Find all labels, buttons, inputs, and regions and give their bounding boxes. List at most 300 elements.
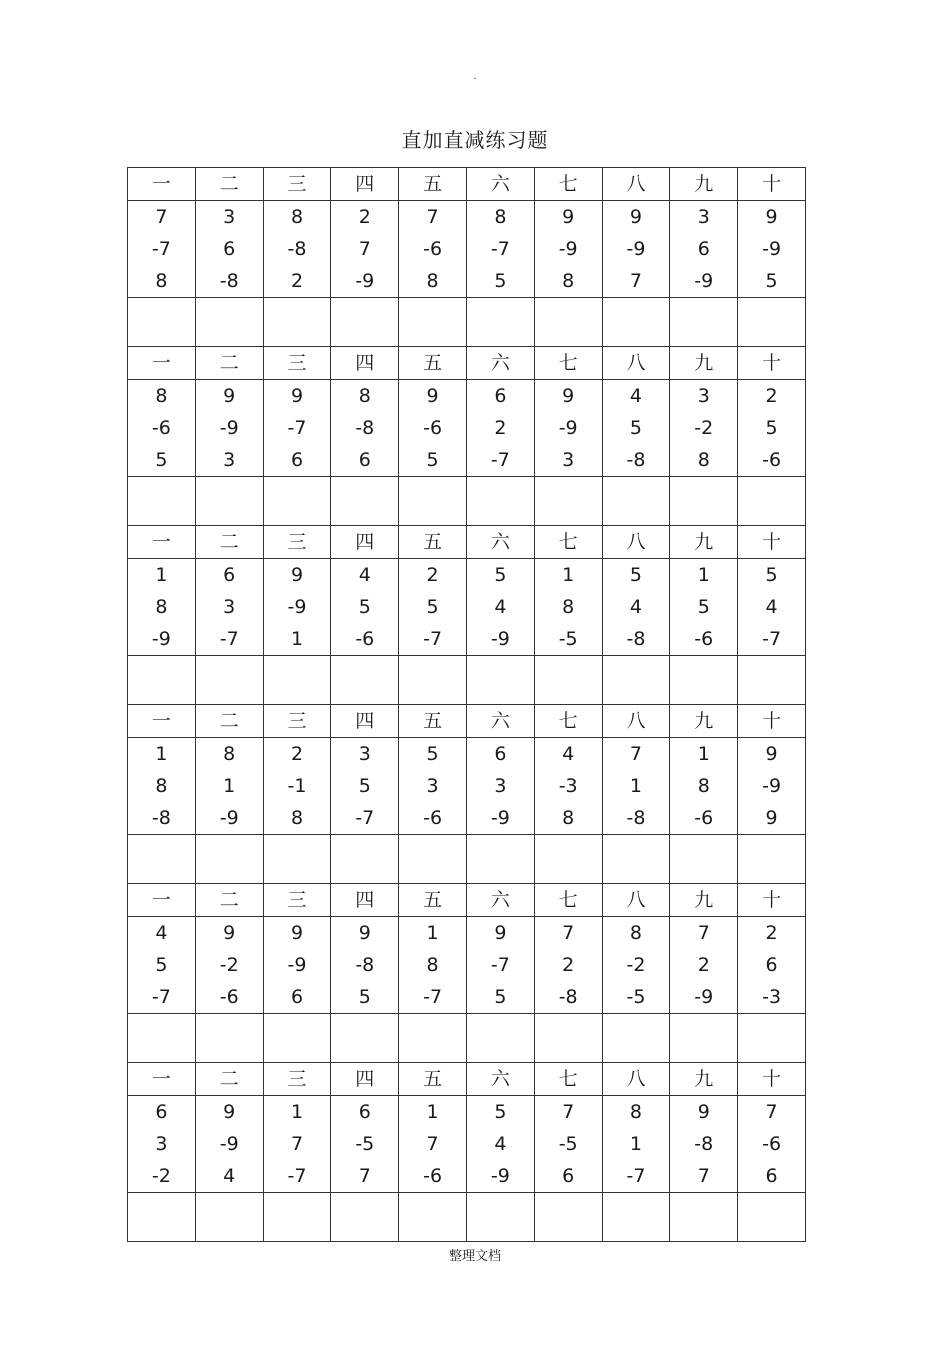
- column-header: 一: [128, 1063, 196, 1096]
- problem-number: 5: [765, 270, 778, 292]
- problem-number: -2: [694, 417, 714, 439]
- problem-cell: [195, 559, 263, 656]
- problem-number: 1: [426, 1101, 439, 1123]
- problem-cell: [128, 1096, 196, 1193]
- problem-number: 8: [358, 385, 371, 407]
- answer-cell[interactable]: [738, 656, 806, 705]
- column-header: 二: [195, 705, 263, 738]
- problem-number: 9: [629, 206, 643, 228]
- problem-number: 1: [426, 922, 439, 944]
- problem-number: -7: [287, 417, 307, 439]
- problem-number: -9: [355, 270, 375, 292]
- problem-cell: [738, 1096, 806, 1193]
- answer-cell[interactable]: [399, 298, 467, 347]
- problem-number: -8: [558, 986, 578, 1008]
- problem-cell: [670, 738, 738, 835]
- problem-cell: [466, 380, 534, 477]
- problem-number: -8: [694, 1133, 714, 1155]
- problem-number: 9: [358, 922, 371, 944]
- column-header: 四: [331, 705, 399, 738]
- answer-cell[interactable]: [670, 1193, 738, 1242]
- problem-row: [128, 1096, 806, 1193]
- answer-cell[interactable]: [331, 1193, 399, 1242]
- problem-cell: [670, 201, 738, 298]
- problem-number: 6: [290, 986, 304, 1008]
- problem-cell: [331, 559, 399, 656]
- problem-number: 3: [426, 775, 439, 797]
- answer-cell[interactable]: [128, 298, 196, 347]
- column-header: 六: [466, 526, 534, 559]
- problem-number: -7: [151, 986, 171, 1008]
- problem-number: 6: [358, 1101, 371, 1123]
- problem-number: 5: [494, 270, 507, 292]
- problem-number: 2: [765, 385, 778, 407]
- problem-number: 9: [290, 385, 304, 407]
- answer-cell[interactable]: [534, 656, 602, 705]
- problem-number: 1: [223, 775, 236, 797]
- problem-cell: [399, 1096, 467, 1193]
- problem-row: [128, 917, 806, 1014]
- answer-cell[interactable]: [534, 1193, 602, 1242]
- problem-number: -8: [151, 807, 171, 829]
- answer-cell[interactable]: [331, 835, 399, 884]
- problem-number: 6: [223, 564, 236, 586]
- problem-number: 9: [765, 206, 778, 228]
- problem-cell: [263, 1096, 331, 1193]
- problem-cell: [195, 201, 263, 298]
- problem-cell: [670, 559, 738, 656]
- problem-number: 3: [223, 596, 236, 618]
- problem-number: 1: [155, 743, 168, 765]
- problem-number: 2: [290, 270, 304, 292]
- problem-number: 3: [358, 743, 371, 765]
- answer-cell[interactable]: [602, 656, 670, 705]
- answer-cell[interactable]: [128, 656, 196, 705]
- answer-cell[interactable]: [195, 1014, 263, 1063]
- column-header: 九: [670, 1063, 738, 1096]
- problem-number: -2: [626, 954, 646, 976]
- problem-number: -3: [762, 986, 782, 1008]
- problem-cell: [738, 380, 806, 477]
- answer-cell[interactable]: [399, 835, 467, 884]
- answer-cell[interactable]: [128, 477, 196, 526]
- column-header: 八: [602, 705, 670, 738]
- problem-number: -9: [219, 807, 239, 829]
- problem-cell: [670, 380, 738, 477]
- answer-cell[interactable]: [128, 1014, 196, 1063]
- problem-row: [128, 380, 806, 477]
- column-header: 三: [263, 1063, 331, 1096]
- problem-cell: [534, 1096, 602, 1193]
- problem-cell: [466, 917, 534, 1014]
- answer-cell[interactable]: [399, 1014, 467, 1063]
- column-header: 六: [466, 1063, 534, 1096]
- answer-row: [128, 298, 806, 347]
- column-header: 十: [738, 347, 806, 380]
- problem-cell: [670, 917, 738, 1014]
- problem-number: 4: [765, 596, 778, 618]
- problem-cell: [602, 559, 670, 656]
- column-header: 七: [534, 884, 602, 917]
- problem-number: 9: [765, 807, 778, 829]
- column-header: 二: [195, 526, 263, 559]
- problem-number: 7: [765, 1101, 778, 1123]
- problem-number: -8: [355, 954, 375, 976]
- answer-cell[interactable]: [534, 477, 602, 526]
- problem-number: -6: [423, 238, 443, 260]
- problem-cell: [128, 738, 196, 835]
- answer-cell[interactable]: [670, 477, 738, 526]
- answer-cell[interactable]: [331, 1014, 399, 1063]
- problem-number: 1: [562, 564, 575, 586]
- problem-cell: [602, 201, 670, 298]
- column-header: 三: [263, 884, 331, 917]
- column-header: 四: [331, 884, 399, 917]
- problem-number: -8: [626, 807, 646, 829]
- column-header: 五: [399, 1063, 467, 1096]
- problem-number: -9: [287, 954, 307, 976]
- answer-cell[interactable]: [466, 656, 534, 705]
- header-row: [128, 526, 806, 559]
- problem-number: -2: [151, 1165, 171, 1187]
- column-header: 九: [670, 705, 738, 738]
- problem-number: 4: [155, 922, 168, 944]
- problem-number: 9: [223, 922, 236, 944]
- problem-number: 6: [290, 449, 304, 471]
- answer-cell[interactable]: [670, 298, 738, 347]
- problem-number: 3: [697, 385, 710, 407]
- column-header: 一: [128, 168, 196, 201]
- problem-number: 7: [426, 1133, 439, 1155]
- problem-cell: [738, 738, 806, 835]
- problem-number: -6: [762, 449, 782, 471]
- answer-cell[interactable]: [263, 656, 331, 705]
- problem-number: 9: [562, 385, 575, 407]
- problem-number: 6: [562, 1165, 575, 1187]
- column-header: 九: [670, 347, 738, 380]
- problem-row: [128, 559, 806, 656]
- problem-number: -7: [151, 238, 171, 260]
- problem-number: 8: [629, 1101, 643, 1123]
- problem-number: -7: [490, 449, 510, 471]
- problem-number: 1: [290, 1101, 304, 1123]
- answer-cell[interactable]: [670, 1014, 738, 1063]
- column-header: 八: [602, 168, 670, 201]
- problem-number: 7: [155, 206, 168, 228]
- answer-row: [128, 835, 806, 884]
- header-row: [128, 168, 806, 201]
- problem-number: 1: [290, 628, 304, 650]
- problem-number: -7: [626, 1165, 646, 1187]
- problem-cell: [263, 559, 331, 656]
- answer-cell[interactable]: [263, 477, 331, 526]
- answer-cell[interactable]: [738, 477, 806, 526]
- answer-cell[interactable]: [670, 835, 738, 884]
- problem-number: 2: [765, 922, 778, 944]
- problem-cell: [128, 201, 196, 298]
- problem-number: 8: [290, 206, 304, 228]
- problem-number: -1: [287, 775, 307, 797]
- problem-cell: [602, 738, 670, 835]
- problem-number: 2: [562, 954, 575, 976]
- problem-number: 8: [629, 922, 643, 944]
- column-header: 九: [670, 884, 738, 917]
- answer-cell[interactable]: [534, 1014, 602, 1063]
- column-header: 六: [466, 705, 534, 738]
- column-header: 五: [399, 526, 467, 559]
- problem-number: -6: [423, 417, 443, 439]
- answer-cell[interactable]: [331, 298, 399, 347]
- column-header: 十: [738, 168, 806, 201]
- answer-cell[interactable]: [399, 477, 467, 526]
- problem-cell: [534, 738, 602, 835]
- header-row: [128, 1063, 806, 1096]
- problem-number: 8: [155, 270, 168, 292]
- problem-number: 3: [155, 1133, 168, 1155]
- answer-cell[interactable]: [263, 835, 331, 884]
- problem-cell: [466, 201, 534, 298]
- answer-cell[interactable]: [195, 477, 263, 526]
- problem-number: -9: [762, 238, 782, 260]
- answer-cell[interactable]: [466, 1193, 534, 1242]
- page-footer: 整理文档: [448, 1249, 501, 1264]
- column-header: 五: [399, 168, 467, 201]
- problem-cell: [534, 559, 602, 656]
- problem-number: 8: [155, 385, 168, 407]
- column-header: 七: [534, 168, 602, 201]
- problem-number: 6: [155, 1101, 168, 1123]
- problem-number: 1: [697, 564, 710, 586]
- column-header: 七: [534, 526, 602, 559]
- problem-number: -9: [694, 986, 714, 1008]
- problem-number: -7: [490, 238, 510, 260]
- problem-number: 8: [697, 449, 710, 471]
- problem-number: 5: [697, 596, 710, 618]
- column-header: 十: [738, 705, 806, 738]
- column-header: 九: [670, 526, 738, 559]
- answer-cell[interactable]: [602, 835, 670, 884]
- answer-row: [128, 477, 806, 526]
- problem-number: 4: [494, 1133, 507, 1155]
- problem-number: 5: [358, 986, 371, 1008]
- problem-row: [128, 738, 806, 835]
- problem-number: 7: [697, 922, 710, 944]
- column-header: 七: [534, 705, 602, 738]
- answer-cell[interactable]: [738, 298, 806, 347]
- header-row: [128, 884, 806, 917]
- problem-number: 6: [765, 1165, 778, 1187]
- problem-number: 9: [223, 1101, 236, 1123]
- column-header: 九: [670, 168, 738, 201]
- problem-cell: [399, 738, 467, 835]
- problem-number: -6: [219, 986, 239, 1008]
- problem-number: 8: [223, 743, 236, 765]
- column-header: 六: [466, 884, 534, 917]
- problem-number: 8: [562, 807, 575, 829]
- problem-number: -3: [558, 775, 578, 797]
- answer-cell[interactable]: [195, 298, 263, 347]
- problem-number: -8: [626, 449, 646, 471]
- problem-number: 8: [562, 596, 575, 618]
- column-header: 三: [263, 705, 331, 738]
- column-header: 七: [534, 1063, 602, 1096]
- answer-row: [128, 656, 806, 705]
- column-header: 四: [331, 168, 399, 201]
- answer-cell[interactable]: [466, 477, 534, 526]
- problem-cell: [195, 917, 263, 1014]
- problem-cell: [195, 1096, 263, 1193]
- problem-number: -8: [287, 238, 307, 260]
- problem-number: 7: [562, 1101, 575, 1123]
- problem-number: 8: [290, 807, 304, 829]
- column-header: 七: [534, 347, 602, 380]
- answer-cell[interactable]: [195, 656, 263, 705]
- problem-number: -5: [626, 986, 646, 1008]
- problem-number: -9: [694, 270, 714, 292]
- problem-number: 9: [562, 206, 575, 228]
- problem-number: 5: [155, 449, 168, 471]
- column-header: 二: [195, 347, 263, 380]
- problem-number: 3: [494, 775, 507, 797]
- problem-number: 2: [494, 417, 507, 439]
- problem-cell: [466, 1096, 534, 1193]
- answer-cell[interactable]: [466, 835, 534, 884]
- answer-cell[interactable]: [331, 656, 399, 705]
- answer-cell[interactable]: [466, 1014, 534, 1063]
- problem-number: 7: [358, 1165, 371, 1187]
- column-header: 一: [128, 705, 196, 738]
- column-header: 十: [738, 526, 806, 559]
- problem-number: 7: [562, 922, 575, 944]
- answer-cell[interactable]: [738, 1014, 806, 1063]
- problem-number: 4: [562, 743, 575, 765]
- column-header: 一: [128, 347, 196, 380]
- problem-number: -7: [762, 628, 782, 650]
- problem-number: 3: [562, 449, 575, 471]
- problem-number: -9: [626, 238, 646, 260]
- problem-number: 6: [494, 743, 507, 765]
- problem-number: 8: [155, 596, 168, 618]
- answer-cell[interactable]: [738, 835, 806, 884]
- problem-number: -8: [219, 270, 239, 292]
- answer-cell[interactable]: [602, 298, 670, 347]
- column-header: 十: [738, 884, 806, 917]
- answer-cell[interactable]: [534, 835, 602, 884]
- header-row: [128, 705, 806, 738]
- problem-cell: [399, 380, 467, 477]
- problem-cell: [331, 917, 399, 1014]
- problem-cell: [738, 559, 806, 656]
- column-header: 三: [263, 168, 331, 201]
- problem-cell: [399, 559, 467, 656]
- answer-cell[interactable]: [263, 298, 331, 347]
- problem-number: 8: [697, 775, 710, 797]
- problem-number: 2: [697, 954, 710, 976]
- problem-cell: [195, 738, 263, 835]
- answer-cell[interactable]: [602, 477, 670, 526]
- problem-number: 9: [426, 385, 439, 407]
- problem-number: 9: [223, 385, 236, 407]
- problem-number: -9: [151, 628, 171, 650]
- problem-cell: [128, 559, 196, 656]
- answer-cell[interactable]: [128, 1193, 196, 1242]
- problem-cell: [466, 559, 534, 656]
- column-header: 一: [128, 526, 196, 559]
- column-header: 八: [602, 1063, 670, 1096]
- answer-cell[interactable]: [263, 1014, 331, 1063]
- answer-cell[interactable]: [128, 835, 196, 884]
- problem-number: 7: [629, 743, 643, 765]
- problem-number: 1: [155, 564, 168, 586]
- column-header: 一: [128, 884, 196, 917]
- problem-number: 6: [765, 954, 778, 976]
- problem-cell: [670, 1096, 738, 1193]
- column-header: 二: [195, 884, 263, 917]
- answer-cell[interactable]: [466, 298, 534, 347]
- problem-cell: [128, 380, 196, 477]
- answer-cell[interactable]: [738, 1193, 806, 1242]
- answer-cell[interactable]: [399, 1193, 467, 1242]
- problem-cell: [331, 201, 399, 298]
- problem-number: 6: [697, 238, 710, 260]
- problem-number: 8: [494, 206, 507, 228]
- problem-cell: [263, 738, 331, 835]
- problem-number: 4: [494, 596, 507, 618]
- answer-cell[interactable]: [399, 656, 467, 705]
- problem-number: 5: [765, 417, 778, 439]
- answer-cell[interactable]: [602, 1014, 670, 1063]
- answer-cell[interactable]: [195, 1193, 263, 1242]
- problem-cell: [128, 917, 196, 1014]
- column-header: 五: [399, 884, 467, 917]
- problem-cell: [534, 380, 602, 477]
- problem-number: 5: [629, 417, 643, 439]
- problem-number: -9: [287, 596, 307, 618]
- answer-cell[interactable]: [670, 656, 738, 705]
- answer-cell[interactable]: [195, 835, 263, 884]
- problem-number: -9: [490, 628, 510, 650]
- answer-cell[interactable]: [331, 477, 399, 526]
- problem-number: 5: [426, 743, 439, 765]
- problem-number: 2: [426, 564, 439, 586]
- problem-number: 7: [697, 1165, 710, 1187]
- answer-cell[interactable]: [534, 298, 602, 347]
- problem-cell: [738, 917, 806, 1014]
- header-row: [128, 347, 806, 380]
- problem-number: -6: [423, 1165, 443, 1187]
- problem-cell: [534, 201, 602, 298]
- problem-number: 8: [426, 270, 439, 292]
- answer-cell[interactable]: [602, 1193, 670, 1242]
- problem-number: -7: [355, 807, 375, 829]
- problem-cell: [195, 380, 263, 477]
- problem-cell: [602, 917, 670, 1014]
- problem-number: 3: [223, 206, 236, 228]
- problem-number: -9: [558, 417, 578, 439]
- column-header: 八: [602, 884, 670, 917]
- problem-number: 3: [223, 449, 236, 471]
- problem-number: -5: [558, 628, 578, 650]
- problem-cell: [602, 380, 670, 477]
- problem-number: -7: [219, 628, 239, 650]
- answer-cell[interactable]: [263, 1193, 331, 1242]
- column-header: 十: [738, 1063, 806, 1096]
- problem-number: 4: [223, 1165, 236, 1187]
- problem-cell: [331, 738, 399, 835]
- problem-number: -6: [694, 807, 714, 829]
- problem-number: 4: [629, 385, 643, 407]
- column-header: 八: [602, 526, 670, 559]
